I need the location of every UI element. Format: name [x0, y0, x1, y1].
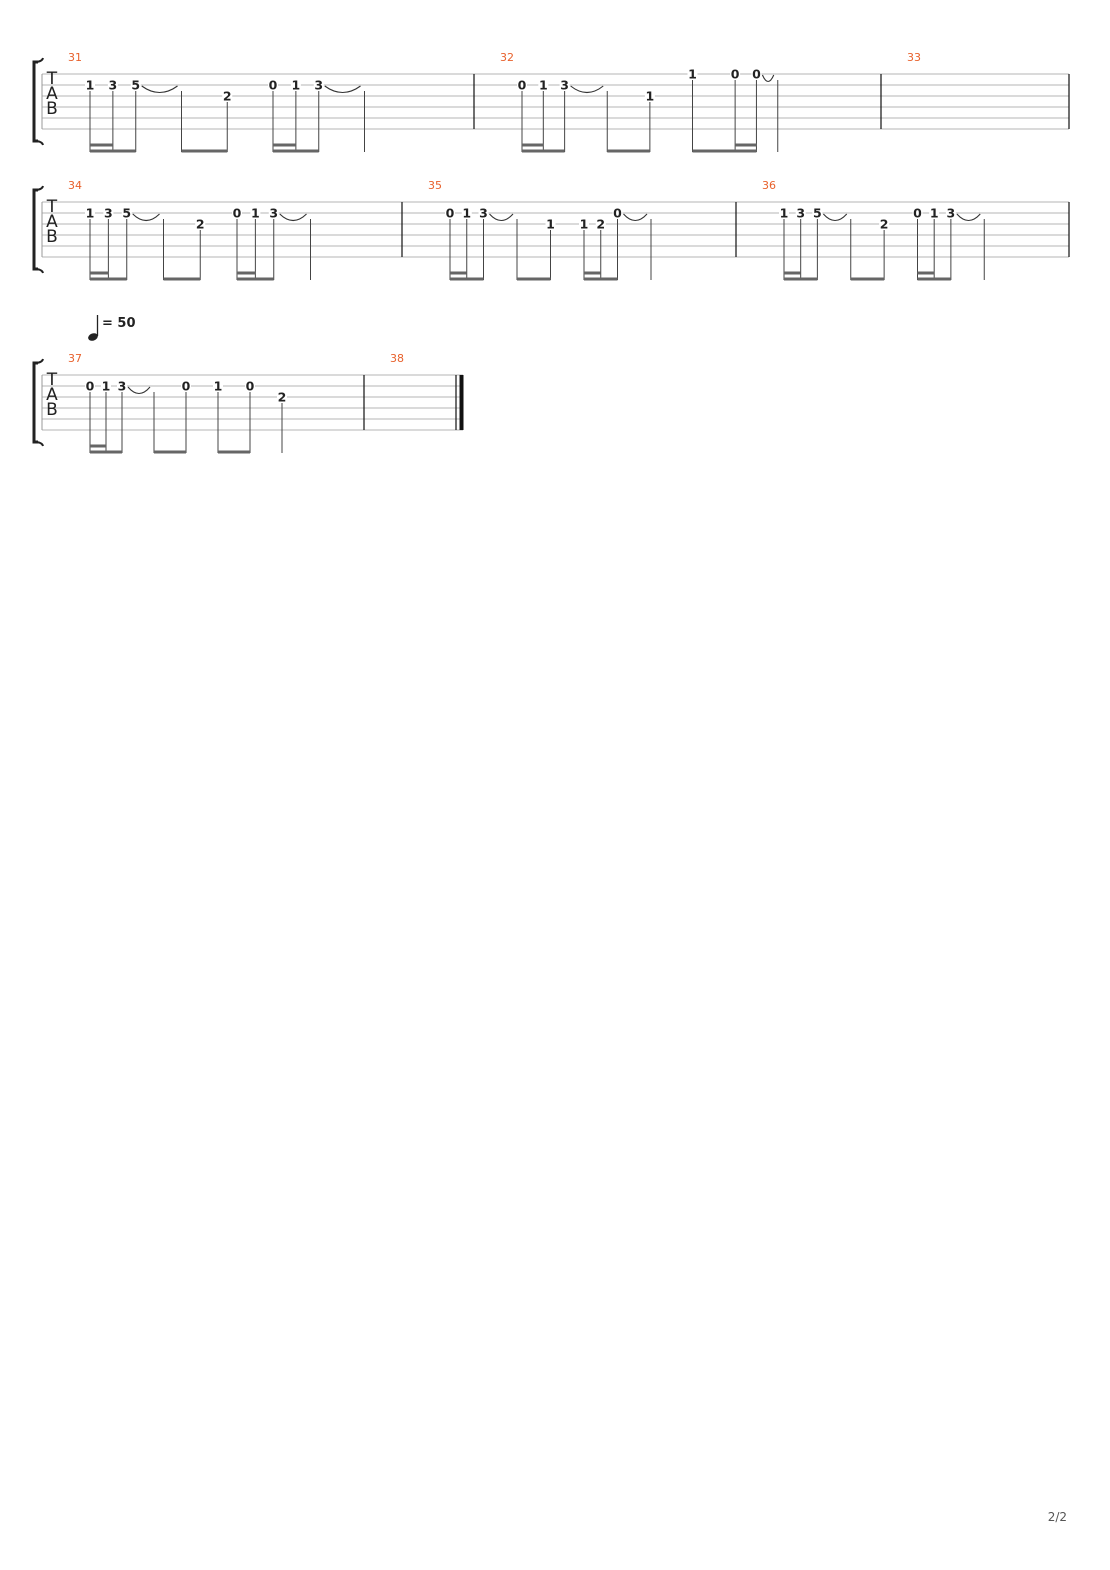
fret-number: 0 [85, 378, 95, 394]
fret-number: 2 [222, 88, 232, 104]
fret-number: 3 [796, 205, 806, 221]
tie-arc [142, 86, 178, 93]
fret-number: 3 [117, 378, 127, 394]
tie-arc [823, 214, 846, 221]
tempo-marking: = 50 [102, 316, 136, 331]
fret-number: 5 [131, 77, 141, 93]
tie-arc [490, 214, 514, 221]
fret-number: 3 [108, 77, 118, 93]
tie-arc [133, 214, 160, 221]
tie-arc [571, 86, 604, 93]
tab-clef-letter: A [46, 385, 58, 405]
measure-number: 33 [907, 51, 921, 64]
bracket-hook-top [34, 359, 43, 363]
fret-number: 1 [291, 77, 301, 93]
tab-clef-letter: A [46, 212, 58, 232]
fret-number: 0 [181, 378, 191, 394]
bracket-hook-bottom [34, 442, 43, 446]
tie-arc [762, 75, 773, 82]
fret-number: 3 [479, 205, 488, 221]
fret-number: 3 [269, 205, 279, 221]
page-number: 2/2 [1047, 1510, 1067, 1524]
tab-clef-letter: B [46, 99, 58, 119]
fret-number: 1 [546, 216, 555, 232]
fret-number: 1 [538, 77, 548, 93]
bracket-hook-bottom [34, 269, 43, 273]
system-bracket [34, 363, 38, 442]
fret-number: 2 [277, 389, 287, 405]
fret-number: 5 [122, 205, 132, 221]
tab-clef-letter: T [46, 69, 58, 89]
fret-number: 1 [645, 88, 655, 104]
fret-number: 0 [245, 378, 255, 394]
tab-clef-letter: B [46, 400, 58, 420]
system-bracket [34, 190, 38, 269]
measure-number: 34 [68, 179, 82, 192]
fret-number: 2 [195, 216, 205, 232]
measure-number: 37 [68, 352, 82, 365]
fret-number: 0 [268, 77, 278, 93]
fret-number: 1 [688, 66, 697, 82]
fret-number: 0 [445, 205, 455, 221]
fret-number: 3 [946, 205, 956, 221]
bracket-hook-top [34, 58, 43, 62]
fret-number: 2 [879, 216, 889, 232]
fret-number: 0 [232, 205, 242, 221]
tie-arc [280, 214, 307, 221]
fret-number: 1 [462, 205, 472, 221]
fret-number: 0 [517, 77, 527, 93]
fret-number: 2 [596, 216, 606, 232]
measure-number: 35 [428, 179, 442, 192]
fret-number: 0 [752, 66, 761, 82]
measure-number: 32 [500, 51, 514, 64]
fret-number: 1 [251, 205, 260, 221]
fret-number: 0 [913, 205, 922, 221]
tie-arc [325, 86, 361, 93]
fret-number: 5 [813, 205, 822, 221]
tie-arc [957, 214, 980, 221]
measure-number: 36 [762, 179, 776, 192]
fret-number: 1 [85, 205, 95, 221]
fret-number: 1 [85, 77, 95, 93]
measure-number: 38 [390, 352, 404, 365]
fret-number: 0 [730, 66, 740, 82]
fret-number: 1 [213, 378, 223, 394]
tab-clef-letter: T [46, 197, 58, 217]
fret-number: 3 [104, 205, 113, 221]
tie-arc [128, 387, 150, 394]
fret-number: 1 [929, 205, 939, 221]
tab-clef-letter: A [46, 84, 58, 104]
measure-number: 31 [68, 51, 82, 64]
fret-number: 1 [779, 205, 789, 221]
fret-number: 3 [314, 77, 324, 93]
fret-number: 0 [613, 205, 622, 221]
bracket-hook-bottom [34, 141, 43, 145]
tab-clef-letter: B [46, 227, 58, 247]
fret-number: 1 [579, 216, 589, 232]
fret-number: 3 [560, 77, 569, 93]
system-bracket [34, 62, 38, 141]
tab-clef-letter: T [46, 370, 58, 390]
tie-arc [624, 214, 648, 221]
bracket-hook-top [34, 186, 43, 190]
fret-number: 1 [101, 378, 111, 394]
